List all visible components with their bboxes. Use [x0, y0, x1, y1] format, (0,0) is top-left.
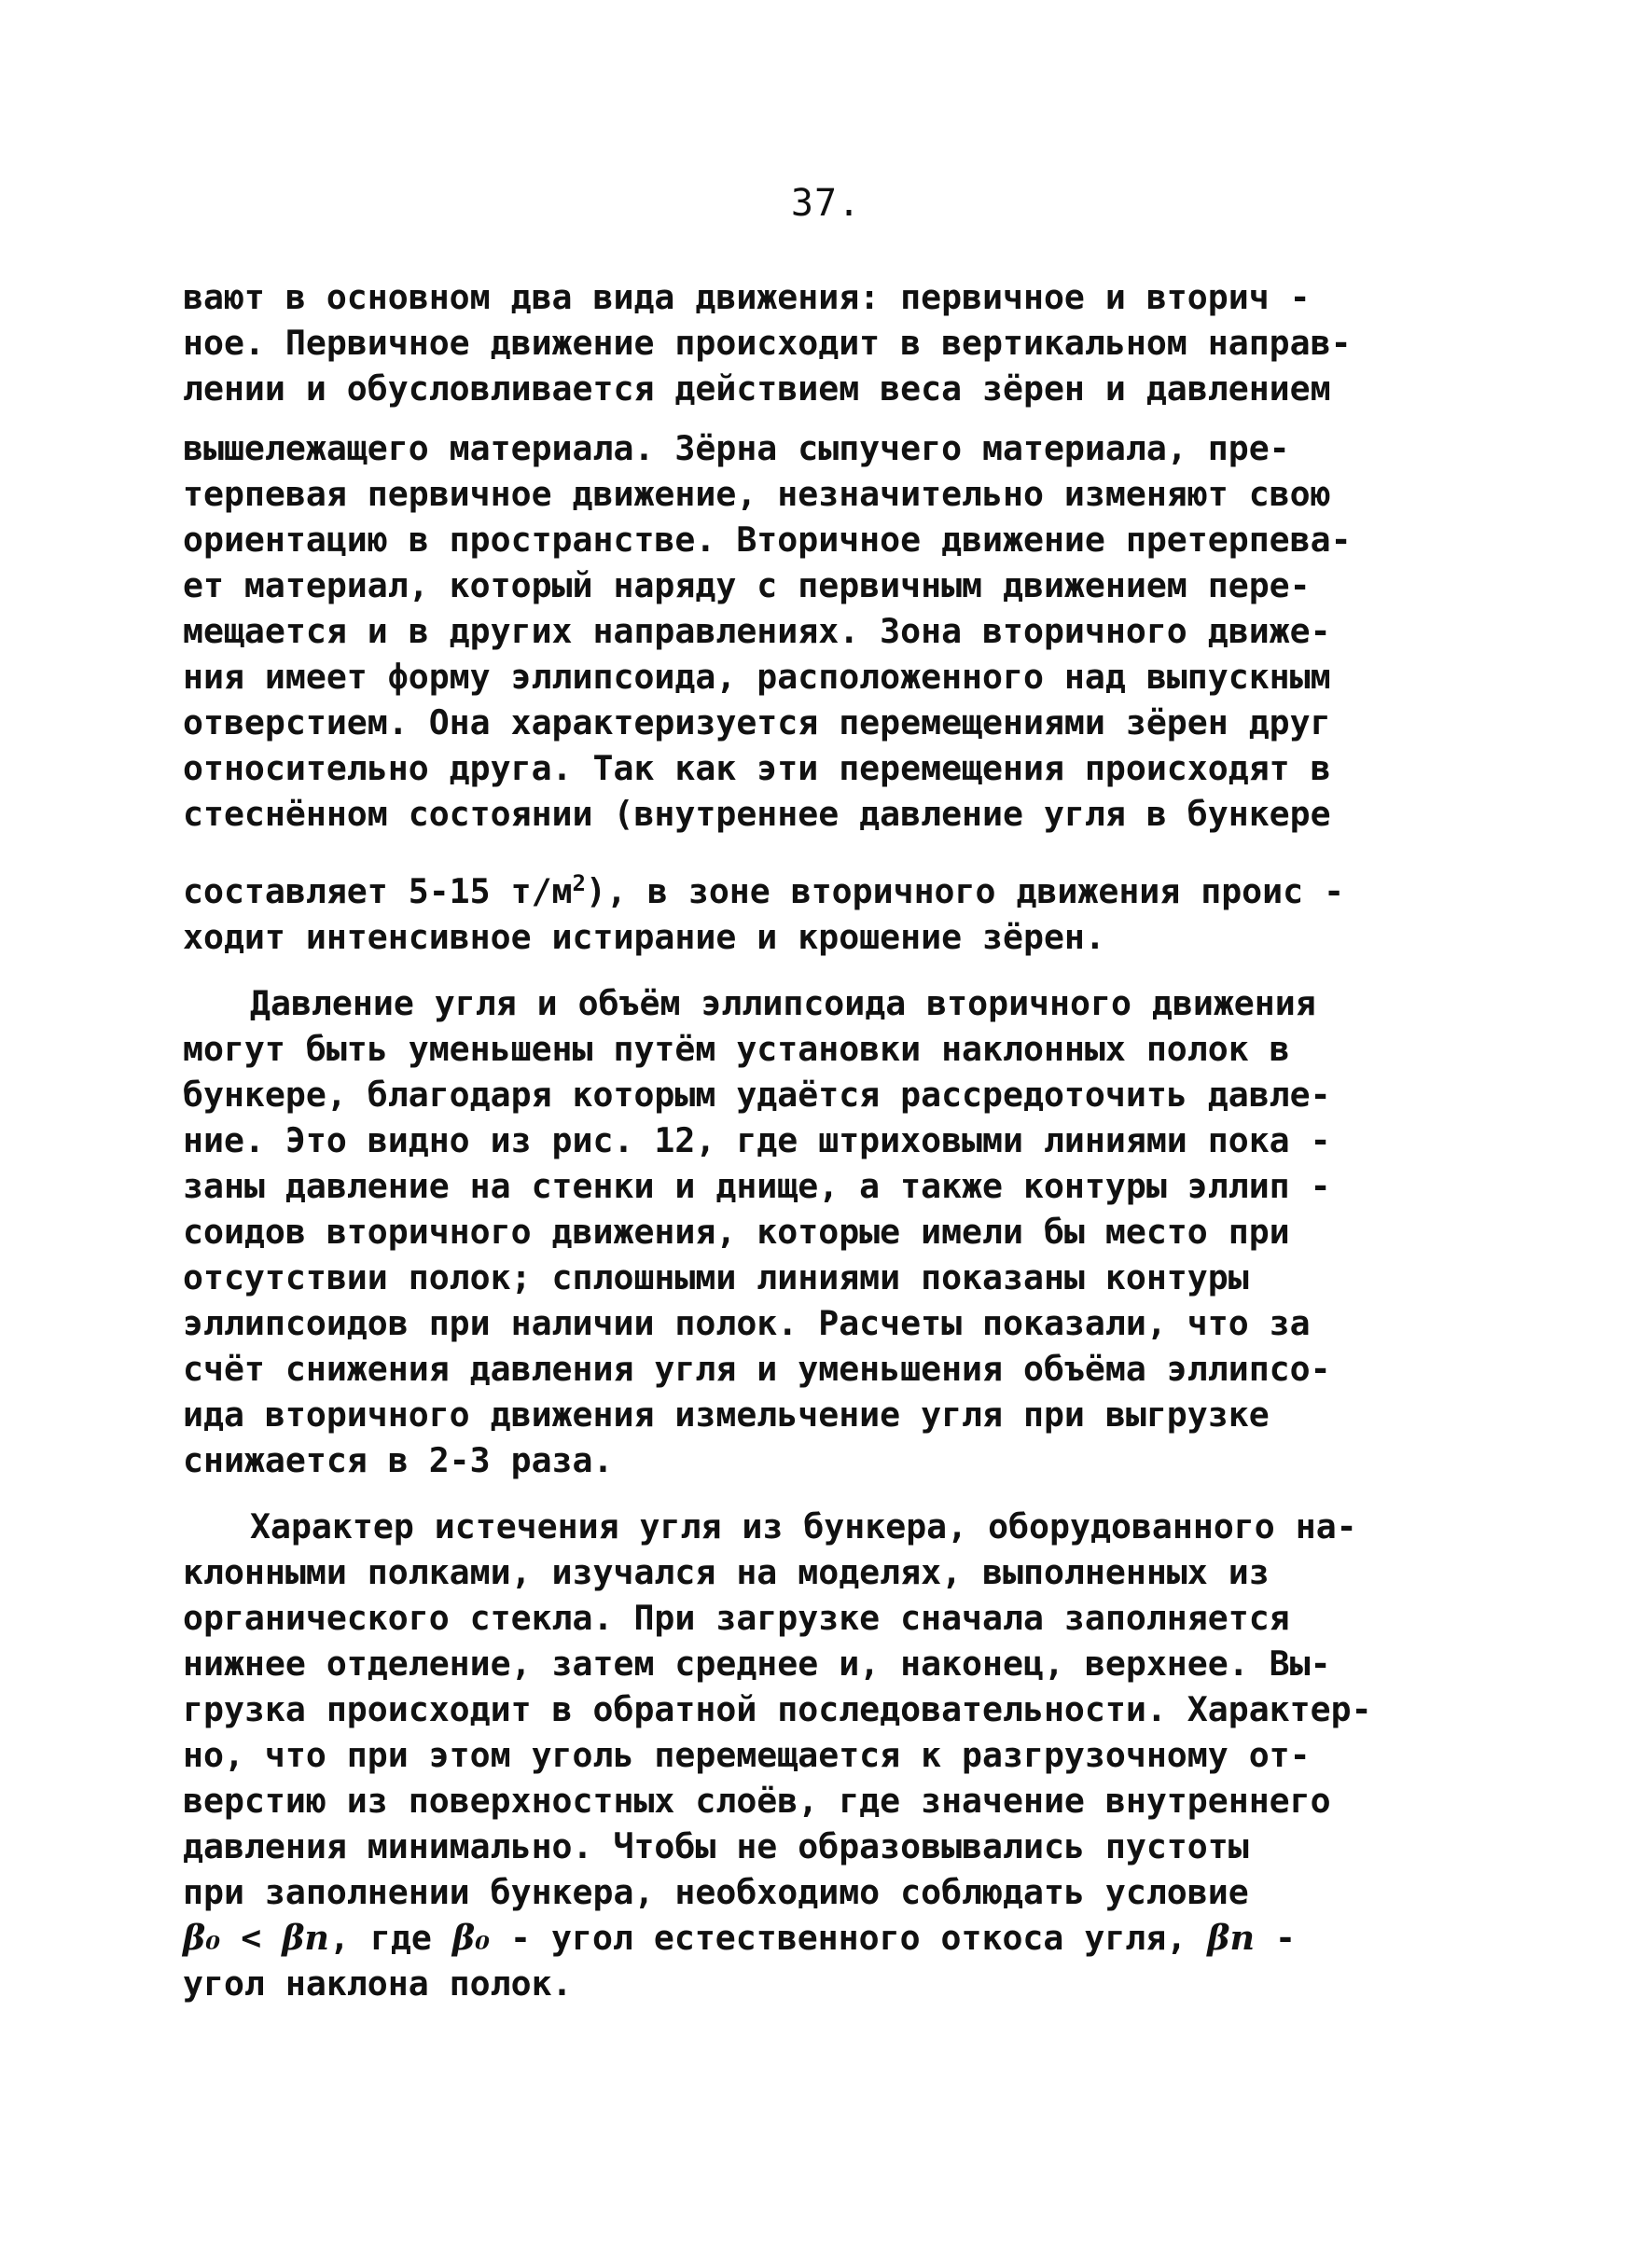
text-line: могут быть уменьшены путём установки наклонных полок в — [183, 1029, 1290, 1069]
text-line: ходит интенсивное истирание и крошение зёрен. — [183, 917, 1105, 957]
text-line: ние. Это видно из рис. 12, где штриховыми линиями пока - — [183, 1120, 1331, 1160]
text-line: относительно друга. Так как эти перемещения происходят в — [183, 748, 1331, 788]
text-line: соидов вторичного движения, которые имели бы место при — [183, 1212, 1290, 1252]
text-line: но, что при этом уголь перемещается к разгрузочному от- — [183, 1735, 1311, 1775]
text-line: заны давление на стенки и днище, а также контуры эллип - — [183, 1166, 1331, 1206]
beta-o-symbol: β₀ — [451, 1918, 491, 1958]
paragraph-start: Давление угля и объём эллипсоида вторичного движения — [250, 983, 1316, 1023]
text-line: вышележащего материала. Зёрна сыпучего материала, пре- — [183, 428, 1290, 468]
beta-n-symbol: βп — [282, 1918, 329, 1958]
text-line: угол наклона полок. — [183, 1963, 573, 2004]
text-line: давления минимально. Чтобы не образовывались пустоты — [183, 1826, 1249, 1866]
text-line: бункере, благодаря которым удаётся рассредоточить давле- — [183, 1075, 1331, 1115]
text-line: ида вторичного движения измельчение угля при выгрузке — [183, 1394, 1270, 1435]
text-line: счёт снижения давления угля и уменьшения объёма эллипсо- — [183, 1349, 1331, 1389]
text-line: ориентацию в пространстве. Вторичное движение претерпева- — [183, 520, 1352, 560]
text-line: верстию из поверхностных слоёв, где значение внутреннего — [183, 1781, 1331, 1821]
less-than-sign: < — [241, 1918, 262, 1958]
text-fragment: составляет 5-15 т/м — [183, 871, 573, 911]
text-line: ет материал, который наряду с первичным движением пере- — [183, 565, 1311, 605]
beta-n-symbol: βп — [1207, 1918, 1255, 1958]
text-line: эллипсоидов при наличии полок. Расчеты показали, что за — [183, 1303, 1311, 1343]
text-line: вают в основном два вида движения: первичное и вторич - — [183, 277, 1311, 317]
text-line: клонными полками, изучался на моделях, выполненных из — [183, 1552, 1270, 1592]
beta-o-symbol: β₀ — [183, 1918, 221, 1958]
text-line: мещается и в других направлениях. Зона вторичного движе- — [183, 611, 1331, 651]
text-line: ния имеет форму эллипсоида, расположенного над выпускным — [183, 657, 1331, 697]
body-text — [183, 274, 1479, 2006]
text-fragment: - угол естественного откоса угля, — [510, 1918, 1187, 1958]
text-line: ное. Первичное движение происходит в вертикальном направ- — [183, 323, 1352, 363]
text-line-with-superscript — [183, 868, 1479, 914]
text-line: нижнее отделение, затем среднее и, наконец, верхнее. Вы- — [183, 1644, 1331, 1684]
text-line: снижается в 2-3 раза. — [183, 1440, 614, 1480]
page-number: 37. — [790, 182, 862, 225]
text-line: терпевая первичное движение, незначительно изменяют свою — [183, 474, 1331, 514]
text-fragment: ), в зоне вторичного движения проис - — [585, 871, 1345, 911]
formula-line — [183, 1915, 1479, 1961]
text-fragment: - — [1274, 1918, 1296, 1958]
paragraph-start: Характер истечения угля из бункера, оборудованного на- — [250, 1506, 1357, 1547]
text-line: при заполнении бункера, необходимо соблюдать условие — [183, 1872, 1249, 1912]
text-line: грузка происходит в обратной последовательности. Характер- — [183, 1689, 1372, 1729]
text-fragment: , где — [328, 1918, 432, 1958]
superscript: 2 — [572, 869, 586, 896]
text-line: стеснённом состоянии (внутреннее давление угля в бункере — [183, 794, 1331, 834]
text-line: отсутствии полок; сплошными линиями показаны контуры — [183, 1257, 1249, 1297]
text-line: отверстием. Она характеризуется перемещениями зёрен друг — [183, 702, 1331, 742]
text-line: органического стекла. При загрузке сначала заполняется — [183, 1598, 1290, 1638]
text-line: лении и обусловливается действием веса зёрен и давлением — [183, 368, 1331, 409]
